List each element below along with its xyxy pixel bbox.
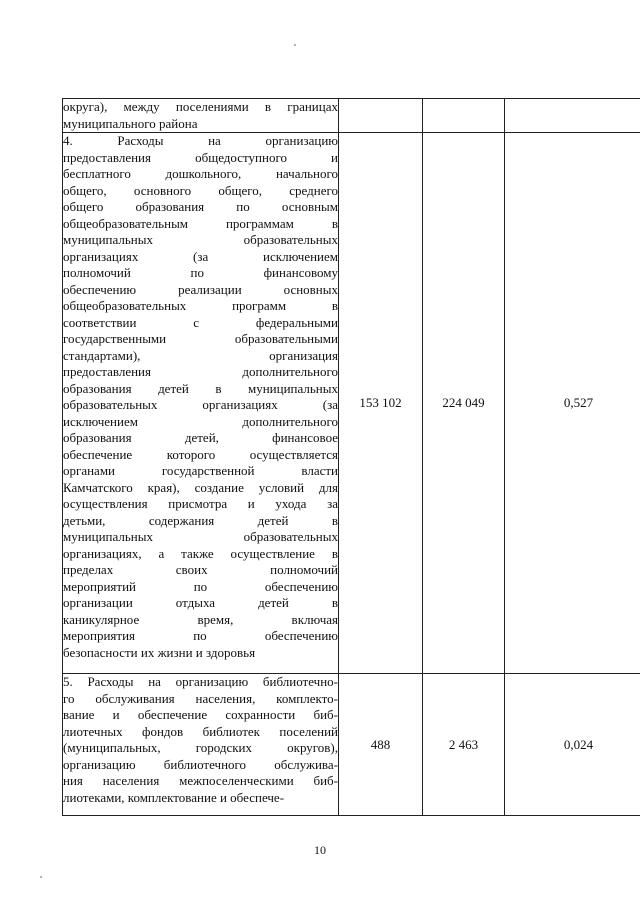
value-cell: 488	[339, 674, 423, 816]
description-line: обеспечению реализации основных	[63, 281, 338, 297]
table-row	[63, 133, 640, 674]
description-line: полномочий по финансовому	[63, 265, 338, 280]
table-row	[63, 674, 640, 816]
description-line: предоставления общедоступного и	[63, 149, 338, 165]
description-line: соответствии с федеральными	[63, 314, 338, 330]
description-line: обеспечение которого осуществляется	[63, 446, 338, 462]
table-row	[63, 99, 640, 133]
description-line: исключением дополнительного	[63, 413, 338, 429]
description-line: каникулярное время, включая	[63, 611, 338, 627]
description-line: мероприятий по обеспечению	[63, 578, 338, 594]
value-cell	[339, 99, 423, 133]
description-line: организацию библиотечного обслужива-	[63, 756, 338, 772]
description-line: организациях (за исключением	[63, 248, 338, 264]
description-line: Камчатского края), создание условий для	[63, 479, 338, 495]
description-line: общеобразовательным программам в	[63, 215, 338, 231]
page-number: 10	[314, 843, 326, 857]
description-line: ния населения межпоселенческими биб-	[63, 773, 338, 788]
description-line: органами государственной власти	[63, 463, 338, 478]
description-line: бесплатного дошкольного, начального	[63, 166, 338, 181]
description-line: мероприятия по обеспечению	[63, 628, 338, 643]
description-line: безопасности их жизни и здоровья	[63, 644, 256, 660]
value-cell: 224 049	[423, 133, 505, 674]
row-description	[63, 133, 339, 674]
description-line: муниципальных образовательных	[63, 232, 338, 247]
expense-table	[62, 98, 640, 816]
description-line: образования детей, финансовое	[63, 430, 338, 445]
row-description	[63, 99, 339, 133]
description-line: муниципального района	[63, 115, 198, 131]
description-line: образовательных организациях (за	[63, 397, 338, 412]
value-cell: 2 463	[423, 674, 505, 816]
description-line: вание и обеспечение сохранности биб-	[63, 707, 338, 722]
description-line: 4. Расходы на организацию	[63, 133, 338, 148]
description-line: детьми, содержания детей в	[63, 512, 338, 528]
description-line: образования детей в муниципальных	[63, 380, 338, 396]
scan-speck	[294, 44, 296, 46]
ratio-cell: 0,527	[505, 133, 640, 674]
description-line: округа), между поселениями в границах	[63, 99, 338, 114]
description-line: лиотечных фондов библиотек поселений	[63, 723, 338, 739]
value-cell	[423, 99, 505, 133]
description-line: организациях, а также осуществление в	[63, 545, 338, 561]
description-line: общеобразовательных программ в	[63, 298, 338, 313]
description-line: осуществления присмотра и ухода за	[63, 496, 338, 511]
description-line: общего образования по основным	[63, 199, 338, 214]
description-line: государственными образовательными	[63, 331, 338, 346]
description-line: го обслуживания населения, комплекто-	[63, 690, 338, 706]
description-line: 5. Расходы на организацию библиотечно-	[63, 674, 338, 689]
description-line: общего, основного общего, среднего	[63, 182, 338, 198]
ratio-cell: 0,024	[505, 674, 640, 816]
ratio-cell	[505, 99, 640, 133]
description-line: муниципальных образовательных	[63, 529, 338, 544]
description-line: лиотеками, комплектование и обеспече-	[63, 789, 285, 805]
description-line: организации отдыха детей в	[63, 595, 338, 610]
description-line: стандартами), организация	[63, 347, 338, 363]
scan-speck	[40, 876, 42, 878]
description-line: (муниципальных, городских округов),	[63, 740, 338, 755]
description-line: пределах своих полномочий	[63, 562, 338, 577]
value-cell: 153 102	[339, 133, 423, 674]
description-line: предоставления дополнительного	[63, 364, 338, 379]
row-description	[63, 674, 339, 816]
